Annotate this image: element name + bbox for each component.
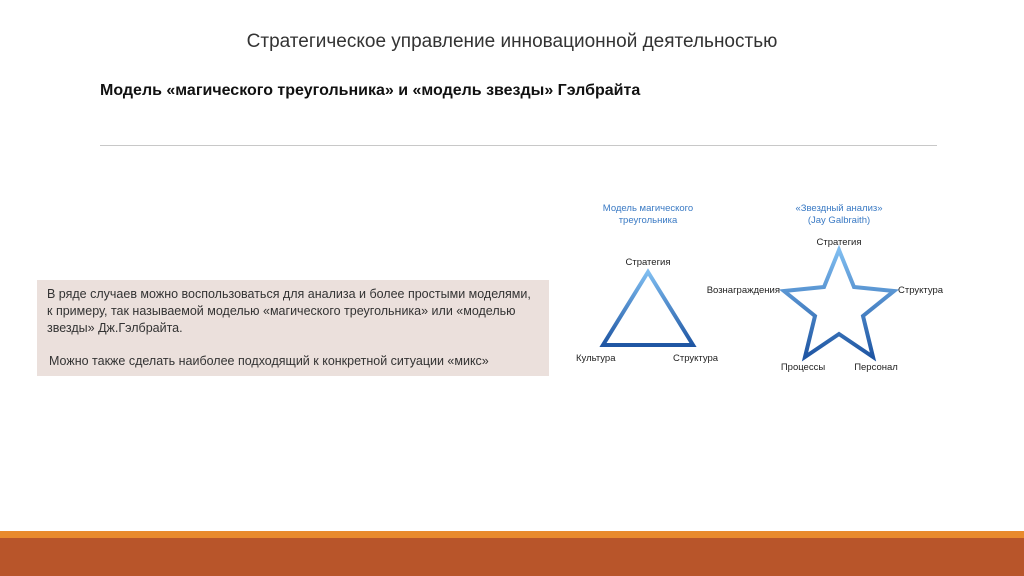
slide-header-title: Стратегическое управление инновационной деятельностью (246, 31, 778, 52)
triangle-title-line2: треугольника (618, 215, 678, 226)
footer-accent-stripe (0, 531, 1024, 538)
star-point-left: Вознаграждения (706, 285, 780, 296)
description-textbox (37, 280, 549, 376)
star-title-line2: (Jay Galbraith) (807, 215, 871, 226)
footer-bar (0, 538, 1024, 576)
models-diagram (560, 190, 980, 390)
divider-line (100, 145, 937, 146)
galbraith-star-shape (784, 250, 894, 357)
triangle-vertex-top: Стратегия (625, 257, 671, 268)
star-point-bottom-left: Процессы (780, 362, 826, 373)
star-point-bottom-right: Персонал (854, 362, 898, 373)
magic-triangle-shape (603, 272, 693, 345)
triangle-vertex-left: Культура (576, 353, 616, 364)
star-point-top: Стратегия (816, 237, 862, 248)
star-point-right: Структура (898, 285, 944, 296)
triangle-vertex-right: Структура (673, 353, 719, 364)
star-title-line1: «Звездный анализ» (795, 203, 883, 214)
slide-subtitle: Модель «магического треугольника» и «модель звезды» Гэлбрайта (100, 82, 641, 99)
description-paragraph-1: В ряде случаев можно воспользоваться для анализа и более простыми моделями, к примеру, так называемой моделью «магического треугольника» или «моделью звезды» Дж.Гэлбрайта. (47, 287, 531, 335)
description-paragraph-2: Можно также сделать наиболее подходящий к конкретной ситуации «микс» (49, 354, 489, 368)
triangle-title-line1: Модель магического (602, 203, 694, 214)
